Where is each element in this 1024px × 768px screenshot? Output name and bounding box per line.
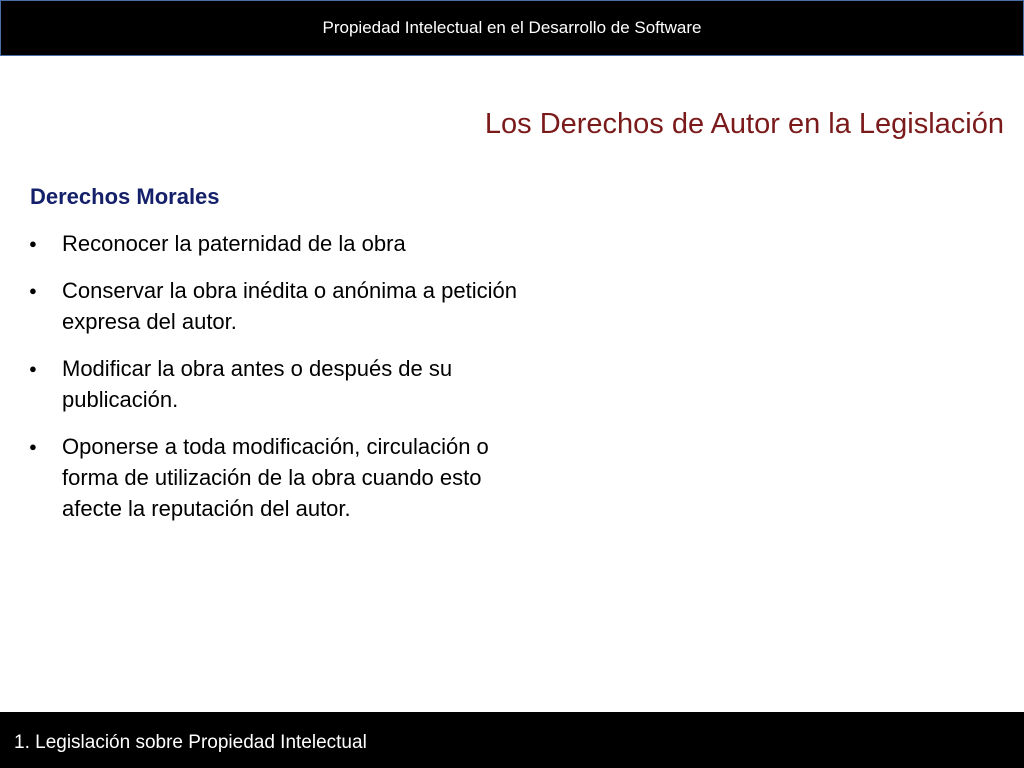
slide-content	[30, 184, 520, 540]
bullet-icon: ●	[29, 236, 37, 251]
footer-text: 1. Legislación sobre Propiedad Intelectual	[14, 732, 367, 753]
bullet-text: Oponerse a toda modificación, circulación o forma de utilización de la obra cuando esto afecte la reputación del autor.	[62, 434, 489, 521]
header-banner-text: Propiedad Intelectual en el Desarrollo de Software	[322, 18, 702, 37]
bullet-item	[30, 353, 520, 415]
bullet-text: Conservar la obra inédita o anónima a petición expresa del autor.	[62, 278, 517, 334]
bullet-item	[30, 228, 520, 259]
slide-title: Los Derechos de Autor en la Legislación	[484, 108, 1004, 140]
bullet-item	[30, 275, 520, 337]
bullet-icon: ●	[29, 439, 37, 454]
bullet-list	[30, 228, 520, 524]
bullet-text: Modificar la obra antes o después de su publicación.	[62, 356, 453, 412]
header-banner	[0, 0, 1024, 56]
bullet-icon: ●	[29, 361, 37, 376]
section-heading: Derechos Morales	[30, 184, 220, 209]
bullet-text: Reconocer la paternidad de la obra	[62, 231, 406, 256]
footer-bar	[0, 712, 1024, 768]
bullet-icon: ●	[29, 283, 37, 298]
bullet-item	[30, 431, 520, 524]
